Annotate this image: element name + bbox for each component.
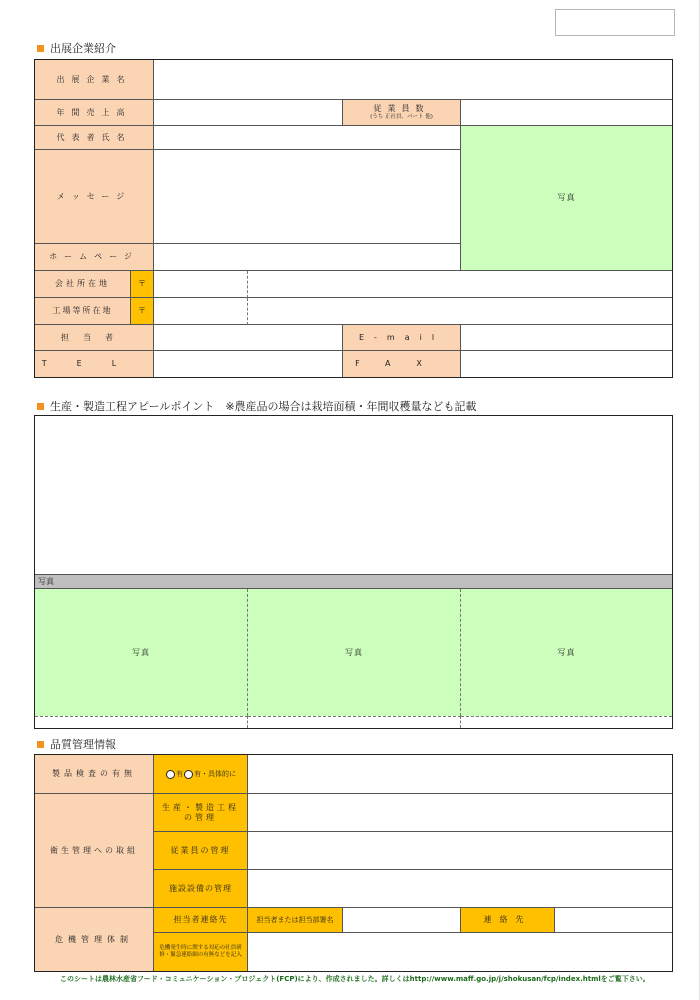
contact-info-label: 連絡先: [461, 908, 555, 933]
crisis-label: 危機管理体制: [35, 908, 154, 971]
section-quality-header: [37, 736, 116, 752]
facility-label: 施設設備の管理: [154, 870, 248, 908]
section-appeal-header: [37, 398, 477, 414]
inspection-options: [154, 755, 248, 794]
appeal-text-field[interactable]: [35, 416, 672, 575]
factory-postal-field[interactable]: [154, 298, 248, 325]
contact-field[interactable]: [154, 325, 343, 351]
inspection-detail-radio[interactable]: [184, 770, 193, 779]
appeal-caption-2[interactable]: [248, 716, 461, 728]
appeal-table: [34, 415, 673, 729]
bullet-square-icon: [37, 45, 44, 52]
appeal-photo-1[interactable]: [35, 589, 248, 716]
person-label: 担当者または担当部署名: [248, 908, 343, 933]
appeal-photo-2[interactable]: [248, 589, 461, 716]
contact-info-field[interactable]: [555, 908, 672, 933]
hq-postal-mark: 〒: [131, 271, 154, 298]
staff-label: 従業員の管理: [154, 832, 248, 870]
company-table: [34, 59, 673, 378]
facility-field[interactable]: [248, 870, 672, 908]
company-photo-label: 写真: [557, 193, 576, 202]
production-label: 生産・製造工程の管理: [154, 794, 248, 832]
inspection-field[interactable]: [248, 755, 672, 794]
quality-table: [34, 754, 673, 972]
crisis-sub-label: 危機発生時に関する対応の社員研修・緊急連絡網の有無などを記入: [154, 933, 248, 971]
tel-field[interactable]: [154, 351, 343, 377]
factory-address-field[interactable]: [248, 298, 672, 325]
appeal-caption-3[interactable]: [461, 716, 672, 728]
appeal-photo-3[interactable]: [461, 589, 672, 716]
crisis-field[interactable]: [248, 933, 672, 971]
inspection-opt2: 有・具体的に: [194, 769, 236, 778]
company-name-field[interactable]: [154, 60, 672, 100]
inspection-opt1: 有: [176, 769, 183, 778]
sales-label: 年間売上高: [35, 100, 154, 126]
hygiene-label: 衛生管理への取組: [35, 794, 154, 908]
homepage-label: ホームページ: [35, 244, 154, 271]
hq-address-field[interactable]: [248, 271, 672, 298]
employees-label-cell: [343, 100, 461, 126]
hq-postal-field[interactable]: [154, 271, 248, 298]
id-box[interactable]: [555, 9, 675, 36]
factory-postal-mark: 〒: [131, 298, 154, 325]
appeal-caption-1[interactable]: [35, 716, 248, 728]
fax-label: FAX: [343, 351, 461, 377]
employees-field[interactable]: [461, 100, 672, 126]
company-photo[interactable]: [461, 126, 672, 271]
contact-label: 担当者: [35, 325, 154, 351]
inspection-yes-radio[interactable]: [166, 770, 175, 779]
homepage-field[interactable]: [154, 244, 461, 271]
person-field[interactable]: [343, 908, 461, 933]
section-company-header: [37, 40, 116, 56]
bullet-square-icon: [37, 403, 44, 410]
staff-field[interactable]: [248, 832, 672, 870]
footer-note: このシートは農林水産省フード・コミュニケーション・プロジェクト(FCP)により、作成されました。詳しくはhttp://www.maff.go.jp/j/shokusan/fcp/index.htmlをご覧下さい。: [60, 975, 650, 983]
employees-sub-label: (うち 正社員、パート 他): [370, 114, 433, 121]
representative-field[interactable]: [154, 126, 461, 150]
representative-label: 代表者氏名: [35, 126, 154, 150]
section-company-title: 出展企業紹介: [50, 42, 116, 55]
company-name-label: 出展企業名: [35, 60, 154, 100]
email-field[interactable]: [461, 325, 672, 351]
bullet-square-icon: [37, 741, 44, 748]
production-field[interactable]: [248, 794, 672, 832]
contact-dept-label: 担当者連絡先: [154, 908, 248, 933]
fax-field[interactable]: [461, 351, 672, 377]
hq-address-label: 会社所在地: [35, 271, 131, 298]
appeal-photo-header: 写真: [35, 575, 672, 589]
inspection-label: 製品検査の有無: [35, 755, 154, 794]
sales-field[interactable]: [154, 100, 343, 126]
employees-label: 従業員数: [373, 104, 430, 114]
factory-address-label: 工場等所在地: [35, 298, 131, 325]
section-quality-title: 品質管理情報: [50, 738, 116, 751]
appeal-photo-2-label: 写真: [345, 647, 363, 657]
message-field[interactable]: [154, 150, 461, 244]
email-label: E-mail: [343, 325, 461, 351]
appeal-photo-3-label: 写真: [557, 647, 576, 657]
section-appeal-title: 生産・製造工程アピールポイント ※農産品の場合は栽培面積・年間収穫量なども記載: [50, 400, 477, 413]
message-label: メッセージ: [35, 150, 154, 244]
appeal-photo-1-label: 写真: [132, 647, 150, 657]
tel-label: TEL: [35, 351, 154, 377]
